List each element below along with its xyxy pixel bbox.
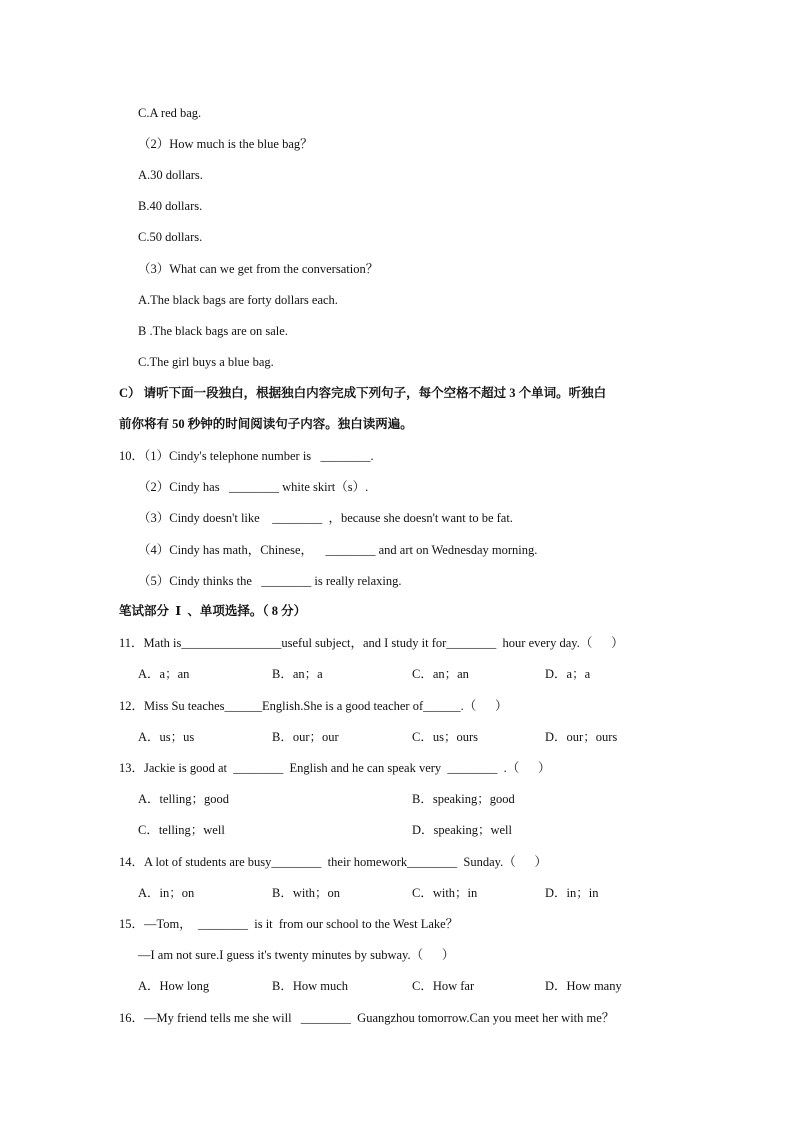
q11-stem: 11．Math is________________useful subject，and I study it for________ hour every day.（ ） [119,636,624,650]
q14-option-b: B．with；on [272,886,341,900]
q12-option-a: A．us；us [138,730,195,744]
q12-option-b: B．our；our [272,730,339,744]
q14-option-a: A．in；on [138,886,195,900]
q14-stem: 14．A lot of students are busy________ their homework________ Sunday.（ ） [119,855,547,869]
q11-option-b: B．an；a [272,667,323,681]
q13-option-d: D．speaking；well [412,823,512,837]
q9-3-option-c: C.The girl buys a blue bag. [138,355,274,369]
q15-option-c: C．How far [412,979,475,993]
q11-option-d: D．a；a [545,667,591,681]
q9-2-option-b: B.40 dollars. [138,199,203,213]
q10-3: （3）Cindy doesn't like ________ ，because she doesn't want to be fat. [138,511,513,525]
q13-stem: 13．Jackie is good at ________ English and he can speak very ________ .（ ） [119,761,551,775]
q15-option-b: B．How much [272,979,349,993]
q15-stem-reply: —I am not sure.I guess it's twenty minutes by subway.（ ） [138,948,455,962]
q9-2-option-c: C.50 dollars. [138,230,203,244]
written-section-title: 笔试部分 Ⅰ 、单项选择。（ 8 分） [119,604,307,618]
q9-2-stem: （2）How much is the blue bag？ [138,137,313,151]
q9-3-option-b: B .The black bags are on sale. [138,324,288,338]
q11-option-c: C．an；an [412,667,469,681]
q12-option-d: D．our；ours [545,730,618,744]
q15-option-d: D．How many [545,979,622,993]
q9-3-stem: （3）What can we get from the conversation？ [138,262,379,276]
q9-1-option-c: C.A red bag. [138,106,202,120]
q13-option-a: A．telling；good [138,792,229,806]
section-c-instruction-line1: C） 请听下面一段独白，根据独白内容完成下列句子，每个空格不超过 3 个单词。听独白 [119,386,607,400]
q13-option-c: C．telling；well [138,823,225,837]
q10-1: 10．（1）Cindy's telephone number is ________. [119,449,374,463]
q12-stem: 12．Miss Su teaches______English.She is a good teacher of______.（ ） [119,699,508,713]
q15-stem: 15．—Tom， ________ is it from our school to the West Lake？ [119,917,459,931]
q10-2: （2）Cindy has ________ white skirt（s）. [138,480,369,494]
q9-2-option-a: A.30 dollars. [138,168,203,182]
q10-4: （4）Cindy has math，Chinese， ________ and art on Wednesday morning. [138,543,538,557]
q16-stem: 16．—My friend tells me she will ________ Guangzhou tomorrow.Can you meet her with me？ [119,1011,615,1025]
q14-option-d: D．in；in [545,886,599,900]
q13-option-b: B．speaking；good [412,792,515,806]
q12-option-c: C．us；ours [412,730,478,744]
section-c-instruction-line2: 前你将有 50 秒钟的时间阅读句子内容。独白读两遍。 [119,417,413,431]
q9-3-option-a: A.The black bags are forty dollars each. [138,293,338,307]
q15-option-a: A．How long [138,979,210,993]
q10-5: （5）Cindy thinks the ________ is really relaxing. [138,574,402,588]
q11-option-a: A．a；an [138,667,190,681]
q14-option-c: C．with；in [412,886,478,900]
